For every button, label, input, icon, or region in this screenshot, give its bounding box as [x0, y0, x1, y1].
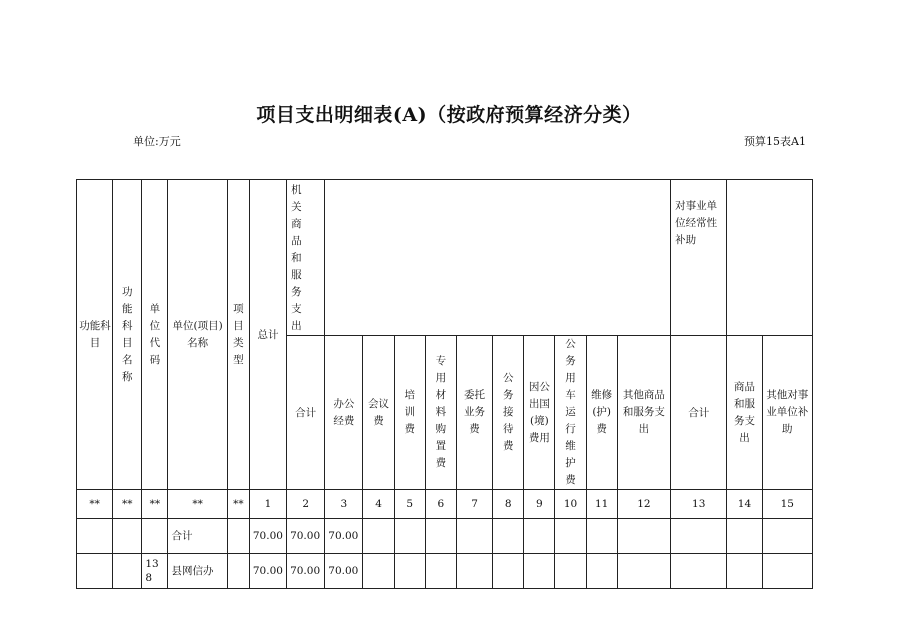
header-training: 培训费: [394, 336, 425, 490]
index-cell: 3: [325, 490, 363, 519]
page-title: 项目支出明细表(A)（按政府预算经济分类）: [256, 104, 642, 126]
cell-empty: [617, 554, 670, 589]
cell-empty: [586, 519, 617, 554]
cell-empty: [425, 554, 456, 589]
index-cell: 1: [249, 490, 286, 519]
cell-empty: [555, 554, 586, 589]
header-subsidy-total: 合计: [671, 336, 727, 490]
header-func-subject-name: 功能科目名称: [113, 180, 142, 490]
cell-empty: [671, 554, 727, 589]
cell-empty: [493, 554, 524, 589]
cell-total: 70.00: [249, 519, 286, 554]
cell-func-name: [113, 554, 142, 589]
cell-empty: [493, 519, 524, 554]
cell-total: 70.00: [249, 554, 286, 589]
cell-empty: [727, 519, 762, 554]
header-unit-code: 单位代码: [142, 180, 168, 490]
cell-office: 70.00: [325, 554, 363, 589]
cell-empty: [524, 519, 555, 554]
header-vehicle: 公务用车运行维护费: [555, 336, 586, 490]
header-office: 办公经费: [325, 336, 363, 490]
index-cell: **: [142, 490, 168, 519]
cell-empty: [586, 554, 617, 589]
cell-unit-code: [142, 519, 168, 554]
index-cell: 6: [425, 490, 456, 519]
index-cell: **: [113, 490, 142, 519]
index-cell: 13: [671, 490, 727, 519]
header-reception: 公务接待费: [493, 336, 524, 490]
header-other-subsidy: 其他对事业单位补助: [762, 336, 812, 490]
cell-subtotal: 70.00: [287, 554, 325, 589]
index-cell: 4: [363, 490, 394, 519]
cell-empty: [762, 519, 812, 554]
cell-empty: [394, 519, 425, 554]
header-entrusted: 委托业务费: [456, 336, 492, 490]
header-unit-name: 单位(项目)名称: [168, 180, 227, 490]
header-meeting: 会议费: [363, 336, 394, 490]
header-other-goods: 其他商品和服务支出: [617, 336, 670, 490]
cell-empty: [456, 519, 492, 554]
cell-empty: [671, 519, 727, 554]
header-group-subsidy: 对事业单位经常性补助: [671, 180, 727, 336]
cell-empty: [363, 519, 394, 554]
cell-project-type: [227, 519, 249, 554]
header-total: 总计: [249, 180, 286, 490]
cell-unit-name: 合计: [168, 519, 227, 554]
index-cell: **: [77, 490, 113, 519]
index-cell: 10: [555, 490, 586, 519]
index-cell: 9: [524, 490, 555, 519]
index-cell: 12: [617, 490, 670, 519]
cell-empty: [555, 519, 586, 554]
cell-empty: [762, 554, 812, 589]
header-row-1: [77, 180, 813, 336]
cell-func: [77, 519, 113, 554]
cell-empty: [456, 554, 492, 589]
cell-empty: [524, 554, 555, 589]
index-cell: 11: [586, 490, 617, 519]
table-row: [77, 519, 813, 554]
cell-project-type: [227, 554, 249, 589]
table-code: 预算15表A1: [744, 135, 806, 148]
header-project-type: 项目类型: [227, 180, 249, 490]
index-cell: **: [168, 490, 227, 519]
header-maintenance: 维修(护)费: [586, 336, 617, 490]
index-row: [77, 490, 813, 519]
header-materials: 专用材料购置费: [425, 336, 456, 490]
index-cell: 14: [727, 490, 762, 519]
cell-func-name: [113, 519, 142, 554]
index-cell: 8: [493, 490, 524, 519]
index-cell: 7: [456, 490, 492, 519]
cell-empty: [394, 554, 425, 589]
header-goods-services: 商品和服务支出: [727, 336, 762, 490]
cell-empty: [363, 554, 394, 589]
header-abroad: 因公出国(境)费用: [524, 336, 555, 490]
index-cell: **: [227, 490, 249, 519]
expenditure-table: [76, 179, 813, 589]
header-group-goods-services: 机关商品和服务支出: [287, 180, 325, 336]
cell-subtotal: 70.00: [287, 519, 325, 554]
index-cell: 2: [287, 490, 325, 519]
cell-empty: [727, 554, 762, 589]
unit-label: 单位:万元: [133, 135, 181, 148]
header-group-spacer-2: [727, 180, 813, 336]
cell-unit-name: 县网信办: [168, 554, 227, 589]
cell-office: 70.00: [325, 519, 363, 554]
header-subtotal: 合计: [287, 336, 325, 490]
cell-func: [77, 554, 113, 589]
cell-empty: [617, 519, 670, 554]
cell-unit-code: 138: [142, 554, 168, 589]
cell-empty: [425, 519, 456, 554]
header-func-subject: 功能科目: [77, 180, 113, 490]
index-cell: 15: [762, 490, 812, 519]
table-row: [77, 554, 813, 589]
index-cell: 5: [394, 490, 425, 519]
header-group-spacer: [325, 180, 671, 336]
